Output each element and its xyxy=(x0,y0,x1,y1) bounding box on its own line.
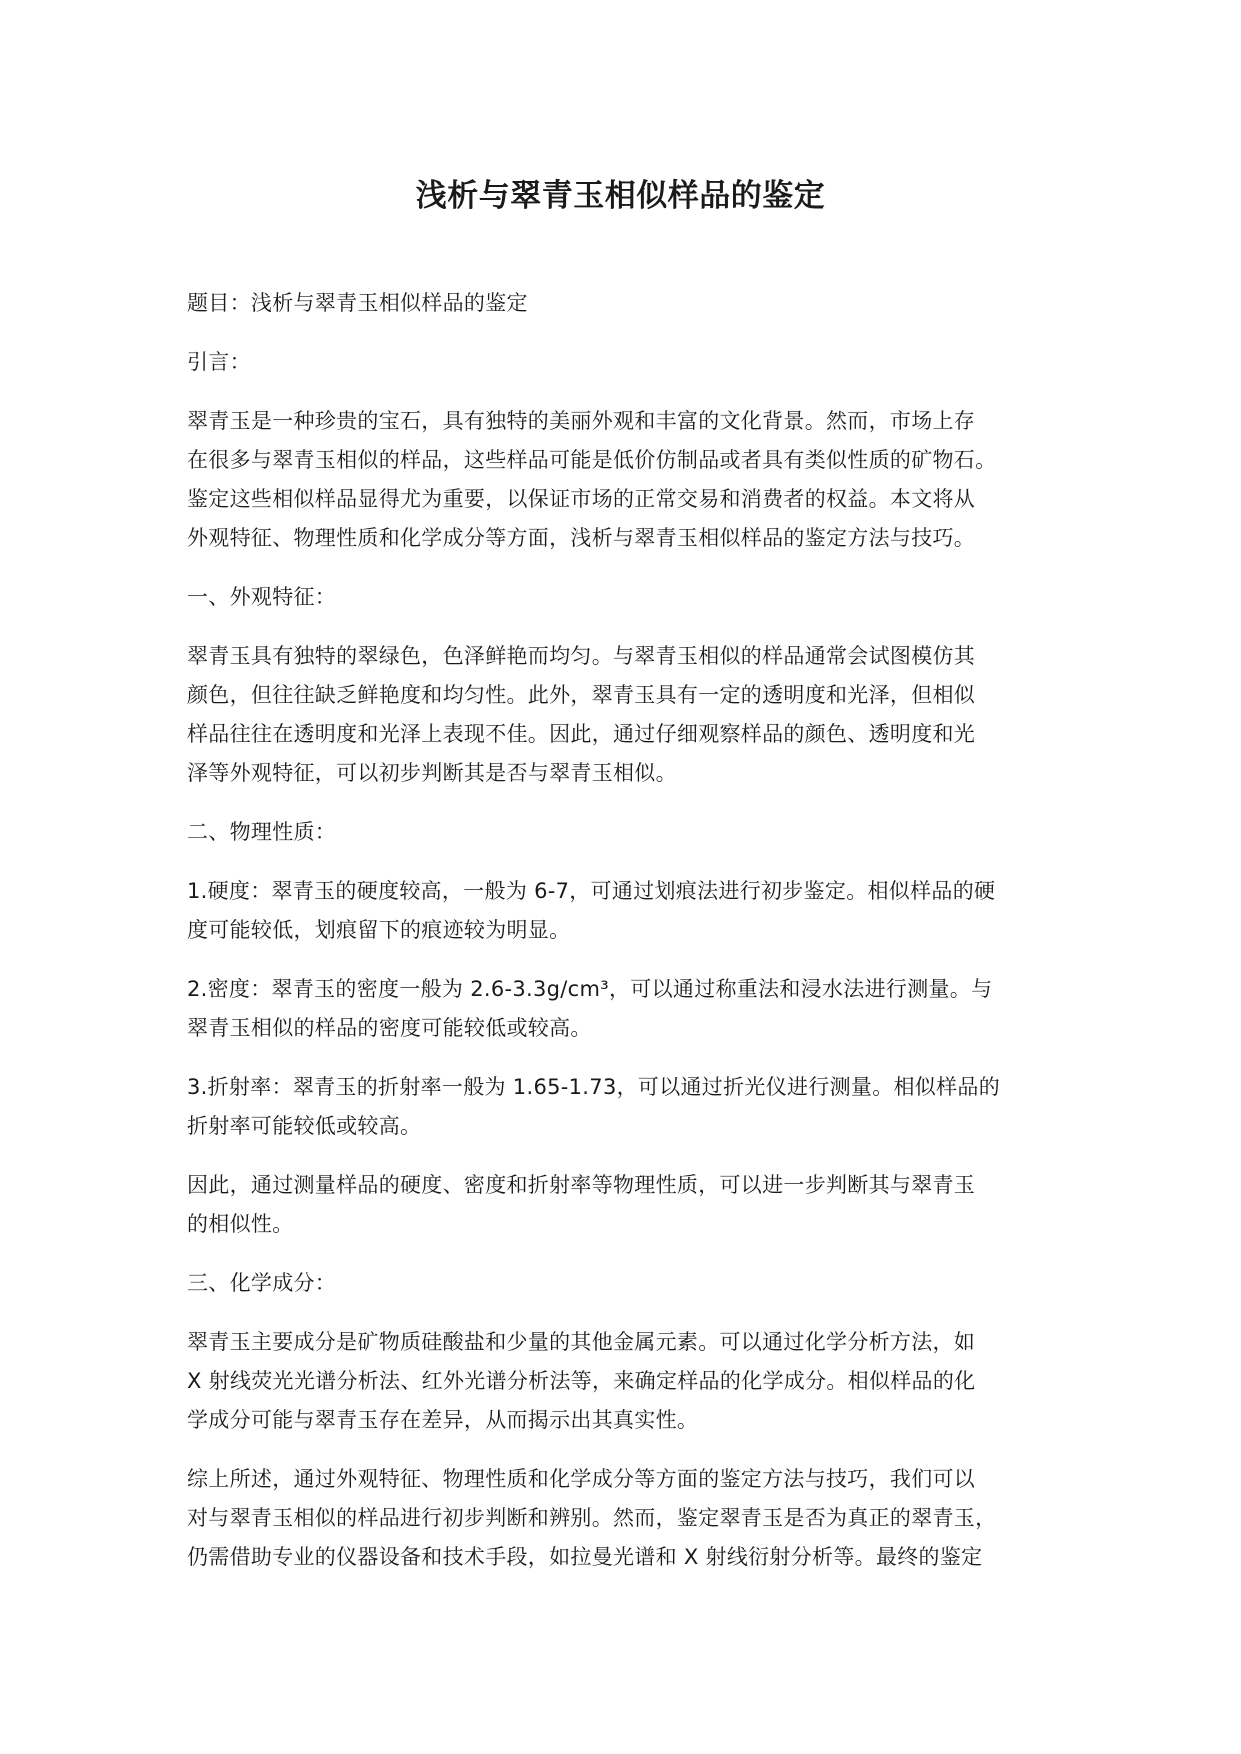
paragraph-topic xyxy=(187,284,1077,323)
text-line: 泽等外观特征，可以初步判断其是否与翠青玉相似。 xyxy=(187,761,677,785)
text-line: 学成分可能与翠青玉存在差异，从而揭示出其真实性。 xyxy=(187,1408,699,1432)
text-line: 1.硬度：翠青玉的硬度较高，一般为 6-7，可通过划痕法进行初步鉴定。相似样品的硬 xyxy=(187,879,996,903)
text-line: 对与翠青玉相似的样品进行初步判断和辨别。然而，鉴定翠青玉是否为真正的翠青玉， xyxy=(187,1506,997,1530)
paragraph-intro xyxy=(187,402,1077,558)
text-line: 折射率可能较低或较高。 xyxy=(187,1114,422,1138)
text-line: 样品往往在透明度和光泽上表现不佳。因此，通过仔细观察样品的颜色、透明度和光 xyxy=(187,722,976,746)
text-line: 翠青玉具有独特的翠绿色，色泽鲜艳而均匀。与翠青玉相似的样品通常会试图模仿其 xyxy=(187,644,976,668)
paragraph-conclusion xyxy=(187,1460,1077,1577)
paragraph-physical-summary xyxy=(187,1166,1077,1244)
text-line: 3.折射率：翠青玉的折射率一般为 1.65-1.73，可以通过折光仪进行测量。相似样品的 xyxy=(187,1075,1001,1099)
section-heading-chemical xyxy=(187,1264,1077,1303)
paragraph-refraction xyxy=(187,1068,1077,1146)
section-heading-physical xyxy=(187,813,1077,852)
text-line: 颜色，但往往缺乏鲜艳度和均匀性。此外，翠青玉具有一定的透明度和光泽，但相似 xyxy=(187,683,976,707)
text-line: 鉴定这些相似样品显得尤为重要，以保证市场的正常交易和消费者的权益。本文将从 xyxy=(187,487,976,511)
text-line: 因此，通过测量样品的硬度、密度和折射率等物理性质，可以进一步判断其与翠青玉 xyxy=(187,1173,976,1197)
text-line: 翠青玉主要成分是矿物质硅酸盐和少量的其他金属元素。可以通过化学分析方法，如 xyxy=(187,1330,976,1354)
text-line: 仍需借助专业的仪器设备和技术手段，如拉曼光谱和 X 射线衍射分析等。最终的鉴定 xyxy=(187,1545,983,1569)
text-line: 度可能较低，划痕留下的痕迹较为明显。 xyxy=(187,918,571,942)
text-line: 一、外观特征： xyxy=(187,585,337,609)
section-heading-appearance xyxy=(187,578,1077,617)
text-line: 引言： xyxy=(187,350,251,374)
text-line: 综上所述，通过外观特征、物理性质和化学成分等方面的鉴定方法与技巧，我们可以 xyxy=(187,1467,976,1491)
paragraph-chemical xyxy=(187,1323,1077,1440)
text-line: 在很多与翠青玉相似的样品，这些样品可能是低价仿制品或者具有类似性质的矿物石。 xyxy=(187,448,997,472)
text-line: X 射线荧光光谱分析法、红外光谱分析法等，来确定样品的化学成分。相似样品的化 xyxy=(187,1369,976,1393)
text-line: 的相似性。 xyxy=(187,1212,294,1236)
paragraph-hardness xyxy=(187,872,1077,950)
text-line: 外观特征、物理性质和化学成分等方面，浅析与翠青玉相似样品的鉴定方法与技巧。 xyxy=(187,526,976,550)
text-line: 三、化学成分： xyxy=(187,1271,337,1295)
text-line: 二、物理性质： xyxy=(187,820,337,844)
paragraph-intro-heading xyxy=(187,343,1077,382)
text-line: 2.密度：翠青玉的密度一般为 2.6-3.3g/cm³，可以通过称重法和浸水法进行测量。与 xyxy=(187,977,993,1001)
document-body xyxy=(187,284,1077,1577)
paragraph-appearance xyxy=(187,637,1077,793)
text-line: 翠青玉是一种珍贵的宝石，具有独特的美丽外观和丰富的文化背景。然而，市场上存 xyxy=(187,409,976,433)
document-title: 浅析与翠青玉相似样品的鉴定 xyxy=(415,178,826,214)
text-line: 翠青玉相似的样品的密度可能较低或较高。 xyxy=(187,1016,592,1040)
paragraph-density xyxy=(187,970,1077,1048)
text-line: 题目：浅析与翠青玉相似样品的鉴定 xyxy=(187,291,528,315)
